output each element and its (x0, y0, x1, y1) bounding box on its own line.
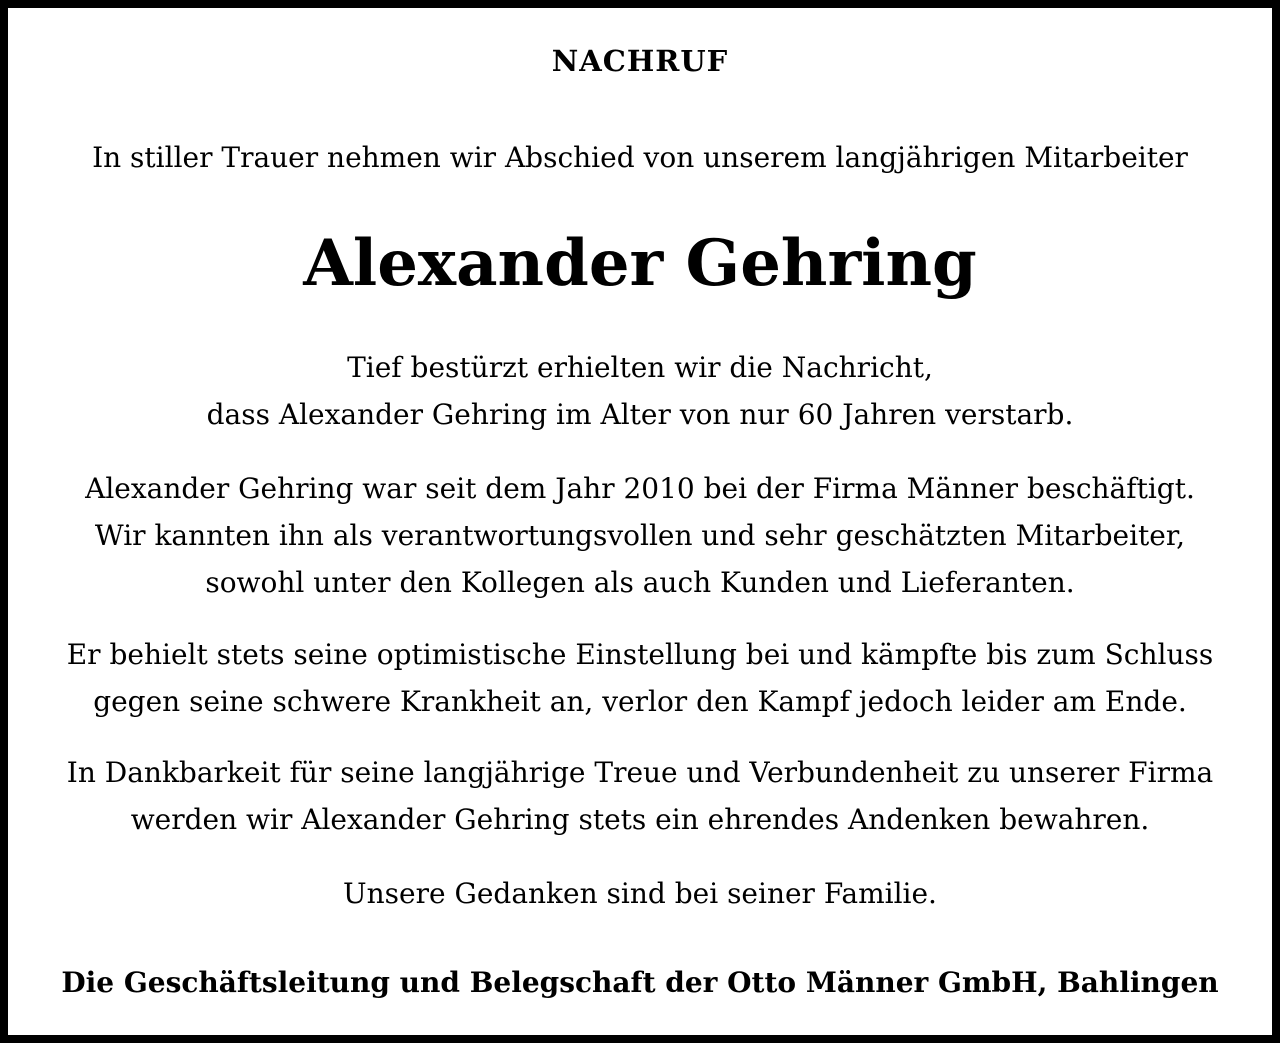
paragraph-line: Wir kannten ihn als verantwortungsvollen und sehr geschätzten Mitarbeiter, (94, 519, 1186, 552)
paragraph-line: sowohl unter den Kollegen als auch Kunden und Lieferanten. (205, 566, 1075, 599)
paragraph-news (8, 344, 1272, 438)
notice-intro: In stiller Trauer nehmen wir Abschied von unserem langjährigen Mitarbeiter (92, 141, 1188, 174)
paragraph-line: Tief bestürzt erhielten wir die Nachricht, (347, 351, 933, 384)
paragraph-line: gegen seine schwere Krankheit an, verlor den Kampf jedoch leider am Ende. (93, 685, 1187, 718)
notice-signature: Die Geschäftsleitung und Belegschaft der Otto Männer GmbH, Bahlingen (61, 966, 1219, 999)
notice-heading: NACHRUF (551, 44, 729, 78)
paragraph-line: dass Alexander Gehring im Alter von nur 60 Jahren verstarb. (206, 398, 1074, 431)
deceased-name: Alexander Gehring (303, 226, 977, 301)
paragraph-line: werden wir Alexander Gehring stets ein ehrendes Andenken bewahren. (130, 803, 1150, 836)
paragraph-family (8, 870, 1272, 917)
paragraph-line: Unsere Gedanken sind bei seiner Familie. (343, 877, 937, 910)
paragraph-illness (8, 631, 1272, 725)
paragraph-employment (8, 465, 1272, 606)
paragraph-line: Er behielt stets seine optimistische Einstellung bei und kämpfte bis zum Schluss (66, 638, 1214, 671)
paragraph-line: Alexander Gehring war seit dem Jahr 2010 bei der Firma Männer beschäftigt. (85, 472, 1195, 505)
paragraph-line: In Dankbarkeit für seine langjährige Treue und Verbundenheit zu unserer Firma (66, 756, 1214, 789)
paragraph-gratitude (8, 749, 1272, 843)
